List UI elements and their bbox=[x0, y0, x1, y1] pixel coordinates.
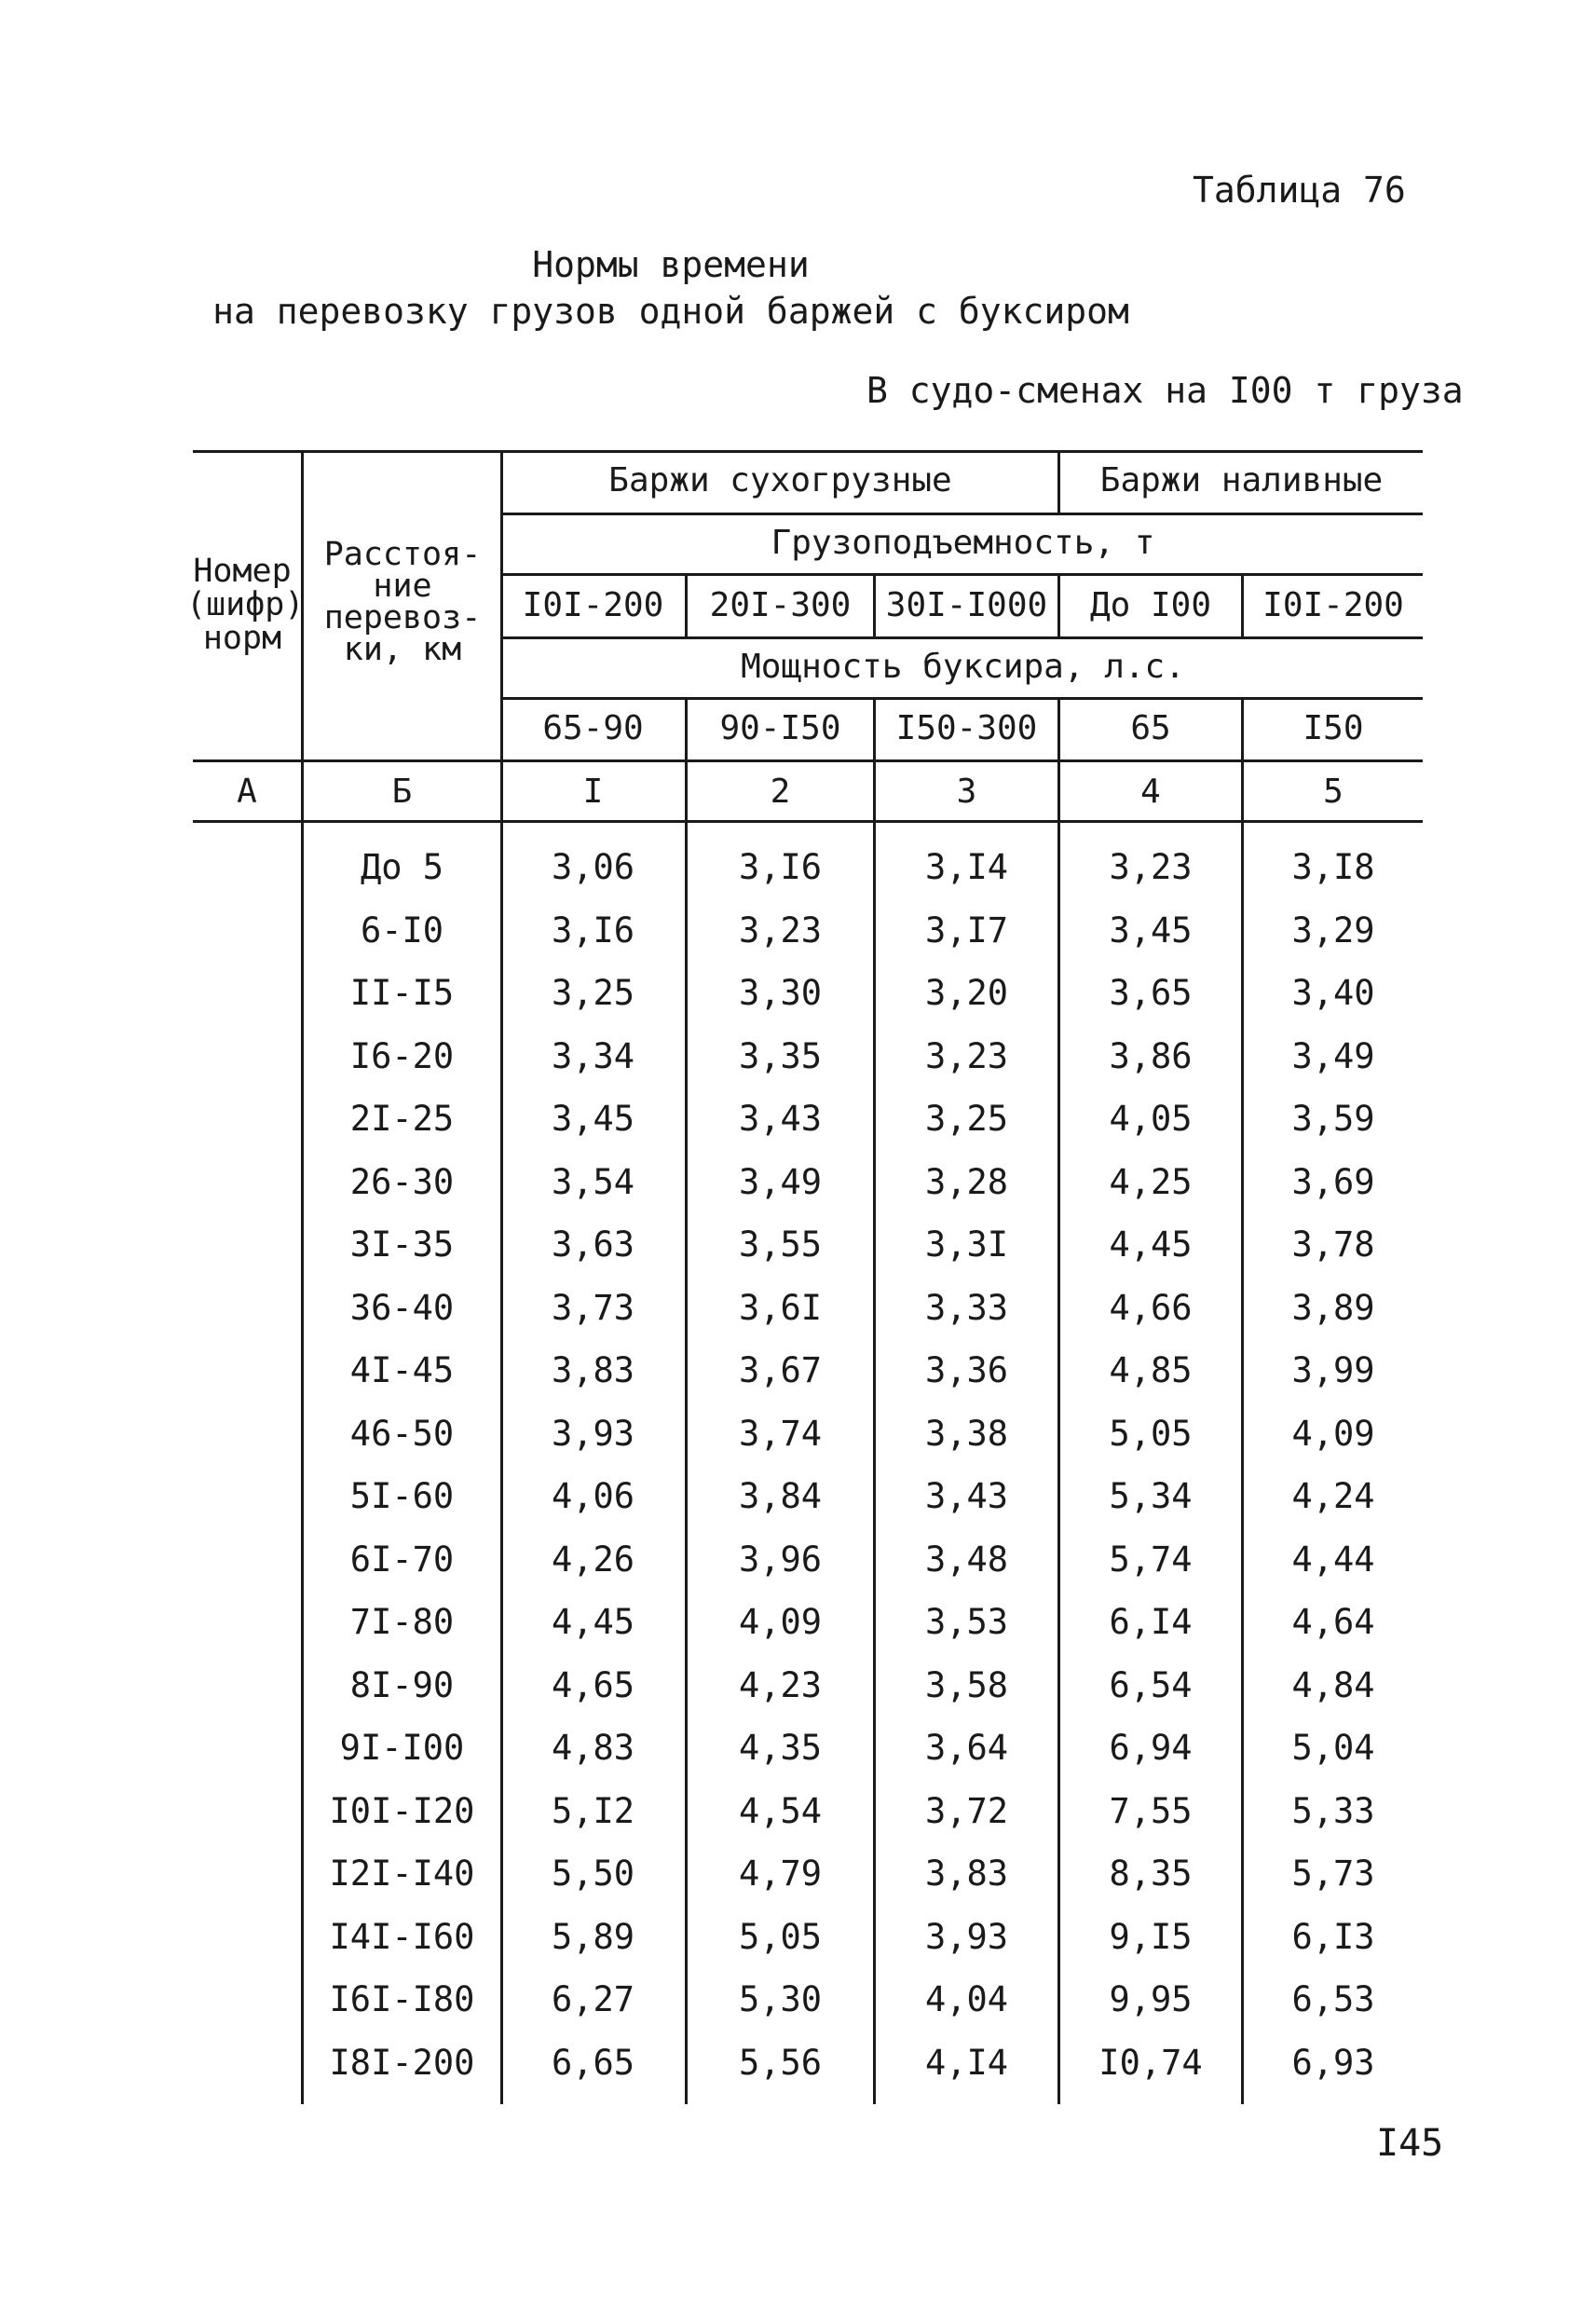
table-cell: 6,I4 bbox=[1109, 1602, 1193, 1642]
table-cell: 3,38 bbox=[924, 1414, 1009, 1454]
table-cell: 3,I6 bbox=[738, 847, 823, 887]
table-cell: 3,63 bbox=[551, 1224, 635, 1265]
power-col-4: 65 bbox=[1130, 709, 1171, 747]
table-cell: 3,23 bbox=[924, 1036, 1009, 1076]
row-distance: 6-I0 bbox=[360, 910, 444, 951]
table-cell: 4,65 bbox=[551, 1665, 635, 1705]
table-cell: 3,55 bbox=[738, 1224, 823, 1265]
table-cell: 7,55 bbox=[1109, 1791, 1193, 1831]
capacity-col-1: I0I-200 bbox=[522, 586, 664, 624]
table-cell: 4,04 bbox=[924, 1979, 1009, 2019]
power-label: Мощность буксира, л.с. bbox=[741, 648, 1185, 686]
table-cell: 5,05 bbox=[738, 1917, 823, 1957]
table-cell: 3,99 bbox=[1291, 1350, 1375, 1390]
table-cell: 3,40 bbox=[1291, 973, 1375, 1013]
rule-top bbox=[193, 450, 1423, 453]
table-cell: 4,25 bbox=[1109, 1162, 1193, 1202]
table-cell: 3,43 bbox=[738, 1099, 823, 1139]
row-distance: II-I5 bbox=[349, 973, 455, 1013]
rule-col-3-right-lower bbox=[1057, 697, 1060, 2104]
rule-under-capacities bbox=[501, 636, 1423, 639]
table-cell: 8,35 bbox=[1109, 1854, 1193, 1894]
row-distance: 46-50 bbox=[349, 1414, 455, 1454]
index-a: А bbox=[237, 773, 257, 811]
units-label: В судо-сменах на I00 т груза bbox=[866, 370, 1464, 411]
table-cell: 4,54 bbox=[738, 1791, 823, 1831]
table-cell: 4,66 bbox=[1109, 1288, 1193, 1328]
power-col-2: 90-I50 bbox=[719, 709, 841, 747]
table-cell: 3,48 bbox=[924, 1539, 1009, 1580]
index-b: Б bbox=[391, 773, 413, 811]
table-cell: 3,35 bbox=[738, 1036, 823, 1076]
table-cell: 9,95 bbox=[1109, 1979, 1193, 2019]
table-cell: 4,35 bbox=[738, 1728, 823, 1768]
table-cell: 5,56 bbox=[738, 2043, 823, 2083]
table-cell: 3,65 bbox=[1109, 973, 1193, 1013]
table-cell: 6,27 bbox=[551, 1979, 635, 2019]
table-cell: 3,49 bbox=[1291, 1036, 1375, 1076]
table-cell: 5,I2 bbox=[551, 1791, 635, 1831]
table-cell: 6,I3 bbox=[1291, 1917, 1375, 1957]
capacity-col-4: До I00 bbox=[1089, 586, 1212, 624]
table-cell: 4,64 bbox=[1291, 1602, 1375, 1642]
table-cell: 5,05 bbox=[1109, 1414, 1193, 1454]
row-distance: 5I-60 bbox=[349, 1476, 455, 1516]
table-cell: 3,I4 bbox=[924, 847, 1009, 887]
table-cell: 3,23 bbox=[738, 910, 823, 951]
table-cell: 5,34 bbox=[1109, 1476, 1193, 1516]
table-cell: 4,44 bbox=[1291, 1539, 1375, 1580]
row-distance: 9I-I00 bbox=[339, 1728, 465, 1768]
capacity-col-3: 30I-I000 bbox=[885, 586, 1048, 624]
table-cell: 6,54 bbox=[1109, 1665, 1193, 1705]
table-cell: 6,65 bbox=[551, 2043, 635, 2083]
table-cell: 3,93 bbox=[924, 1917, 1009, 1957]
table-cell: 4,I4 bbox=[924, 2043, 1009, 2083]
table-cell: 3,78 bbox=[1291, 1224, 1375, 1265]
page-number: I45 bbox=[1376, 2122, 1444, 2165]
title-line-1: Нормы времени bbox=[532, 244, 810, 285]
table-cell: 4,83 bbox=[551, 1728, 635, 1768]
table-cell: 3,25 bbox=[551, 973, 635, 1013]
row-distance: 4I-45 bbox=[349, 1350, 455, 1390]
table-cell: 3,49 bbox=[738, 1162, 823, 1202]
capacity-col-2: 20I-300 bbox=[709, 586, 852, 624]
row-distance: До 5 bbox=[360, 847, 444, 887]
rule-col-1-right-lower bbox=[685, 697, 688, 2104]
table-cell: 3,93 bbox=[551, 1414, 635, 1454]
group-dry-header: Баржи сухогрузные bbox=[608, 461, 952, 499]
table-cell: 4,79 bbox=[738, 1854, 823, 1894]
table-cell: 5,04 bbox=[1291, 1728, 1375, 1768]
table-cell: 3,45 bbox=[551, 1099, 635, 1139]
table-cell: 4,09 bbox=[1291, 1414, 1375, 1454]
table-cell: 3,96 bbox=[738, 1539, 823, 1580]
table-cell: 3,34 bbox=[551, 1036, 635, 1076]
power-col-3: I50-300 bbox=[895, 709, 1038, 747]
rule-under-power-label bbox=[501, 697, 1423, 700]
table-cell: 3,89 bbox=[1291, 1288, 1375, 1328]
table-cell: 3,36 bbox=[924, 1350, 1009, 1390]
table-cell: 3,6I bbox=[738, 1288, 823, 1328]
group-liquid-header: Баржи наливные bbox=[1099, 461, 1384, 499]
table-cell: 3,45 bbox=[1109, 910, 1193, 951]
row-distance: 2I-25 bbox=[349, 1099, 455, 1139]
row-distance: I6-20 bbox=[349, 1036, 455, 1076]
table-cell: 5,74 bbox=[1109, 1539, 1193, 1580]
row-distance: I8I-200 bbox=[329, 2043, 475, 2083]
col-number-header: Номер (шифр) норм bbox=[186, 553, 305, 657]
index-4: 4 bbox=[1140, 773, 1161, 811]
table-cell: 5,50 bbox=[551, 1854, 635, 1894]
table-cell: 3,06 bbox=[551, 847, 635, 887]
row-distance: I2I-I40 bbox=[329, 1854, 475, 1894]
table-cell: 3,67 bbox=[738, 1350, 823, 1390]
power-col-5: I50 bbox=[1303, 709, 1364, 747]
table-cell: 3,I8 bbox=[1291, 847, 1375, 887]
table-cell: 5,30 bbox=[738, 1979, 823, 2019]
table-cell: 3,I7 bbox=[924, 910, 1009, 951]
index-2: 2 bbox=[770, 773, 791, 811]
row-distance: 3I-35 bbox=[349, 1224, 455, 1265]
table-cell: 5,33 bbox=[1291, 1791, 1375, 1831]
table-cell: 4,85 bbox=[1109, 1350, 1193, 1390]
table-cell: I0,74 bbox=[1098, 2043, 1203, 2083]
table-cell: 3,59 bbox=[1291, 1099, 1375, 1139]
rule-under-powers bbox=[193, 759, 1423, 762]
table-cell: 3,23 bbox=[1109, 847, 1193, 887]
table-cell: 6,94 bbox=[1109, 1728, 1193, 1768]
row-distance: 8I-90 bbox=[349, 1665, 455, 1705]
row-distance: I6I-I80 bbox=[329, 1979, 475, 2019]
capacity-label: Грузоподъемность, т bbox=[771, 524, 1155, 562]
table-cell: 9,I5 bbox=[1109, 1917, 1193, 1957]
rule-under-groups bbox=[501, 513, 1423, 515]
table-cell: 3,I6 bbox=[551, 910, 635, 951]
rule-col-4-right-lower bbox=[1241, 697, 1244, 2104]
table-cell: 3,43 bbox=[924, 1476, 1009, 1516]
col-distance-header: Расстоя- ние перевоз- ки, км bbox=[323, 536, 482, 668]
table-cell: 3,83 bbox=[551, 1350, 635, 1390]
row-distance: 6I-70 bbox=[349, 1539, 455, 1580]
table-cell: 4,24 bbox=[1291, 1476, 1375, 1516]
table-cell: 6,93 bbox=[1291, 2043, 1375, 2083]
table-cell: 3,53 bbox=[924, 1602, 1009, 1642]
table-cell: 3,33 bbox=[924, 1288, 1009, 1328]
table-cell: 3,83 bbox=[924, 1854, 1009, 1894]
table-cell: 3,30 bbox=[738, 973, 823, 1013]
table-cell: 6,53 bbox=[1291, 1979, 1375, 2019]
rule-under-index bbox=[193, 820, 1423, 823]
table-cell: 3,58 bbox=[924, 1665, 1009, 1705]
table-cell: 4,26 bbox=[551, 1539, 635, 1580]
table-cell: 3,72 bbox=[924, 1791, 1009, 1831]
row-distance: I0I-I20 bbox=[329, 1791, 475, 1831]
table-cell: 5,73 bbox=[1291, 1854, 1375, 1894]
rule-col-2-right-lower bbox=[873, 697, 876, 2104]
table-cell: 4,09 bbox=[738, 1602, 823, 1642]
table-cell: 3,64 bbox=[924, 1728, 1009, 1768]
table-cell: 3,69 bbox=[1291, 1162, 1375, 1202]
rule-under-capacity-label bbox=[501, 573, 1423, 576]
table-cell: 4,05 bbox=[1109, 1099, 1193, 1139]
row-distance: 7I-80 bbox=[349, 1602, 455, 1642]
table-cell: 4,45 bbox=[551, 1602, 635, 1642]
row-distance: 26-30 bbox=[349, 1162, 455, 1202]
table-cell: 3,86 bbox=[1109, 1036, 1193, 1076]
table-cell: 3,29 bbox=[1291, 910, 1375, 951]
table-cell: 3,28 bbox=[924, 1162, 1009, 1202]
table-cell: 3,25 bbox=[924, 1099, 1009, 1139]
table-cell: 4,45 bbox=[1109, 1224, 1193, 1265]
title-line-2: на перевозку грузов одной баржей с буксиром bbox=[212, 291, 1129, 332]
table-cell: 3,54 bbox=[551, 1162, 635, 1202]
table-cell: 4,84 bbox=[1291, 1665, 1375, 1705]
table-cell: 3,20 bbox=[924, 973, 1009, 1013]
capacity-col-5: I0I-200 bbox=[1262, 586, 1404, 624]
table-cell: 3,3I bbox=[924, 1224, 1009, 1265]
index-1: I bbox=[582, 773, 604, 811]
table-cell: 3,74 bbox=[738, 1414, 823, 1454]
index-3: 3 bbox=[956, 773, 977, 811]
row-distance: 36-40 bbox=[349, 1288, 455, 1328]
table-label: Таблица 76 bbox=[1193, 170, 1406, 211]
power-col-1: 65-90 bbox=[542, 709, 644, 747]
table-cell: 3,84 bbox=[738, 1476, 823, 1516]
row-distance: I4I-I60 bbox=[329, 1917, 475, 1957]
table-cell: 4,06 bbox=[551, 1476, 635, 1516]
table-cell: 4,23 bbox=[738, 1665, 823, 1705]
index-5: 5 bbox=[1323, 773, 1344, 811]
table-cell: 5,89 bbox=[551, 1917, 635, 1957]
table-cell: 3,73 bbox=[551, 1288, 635, 1328]
